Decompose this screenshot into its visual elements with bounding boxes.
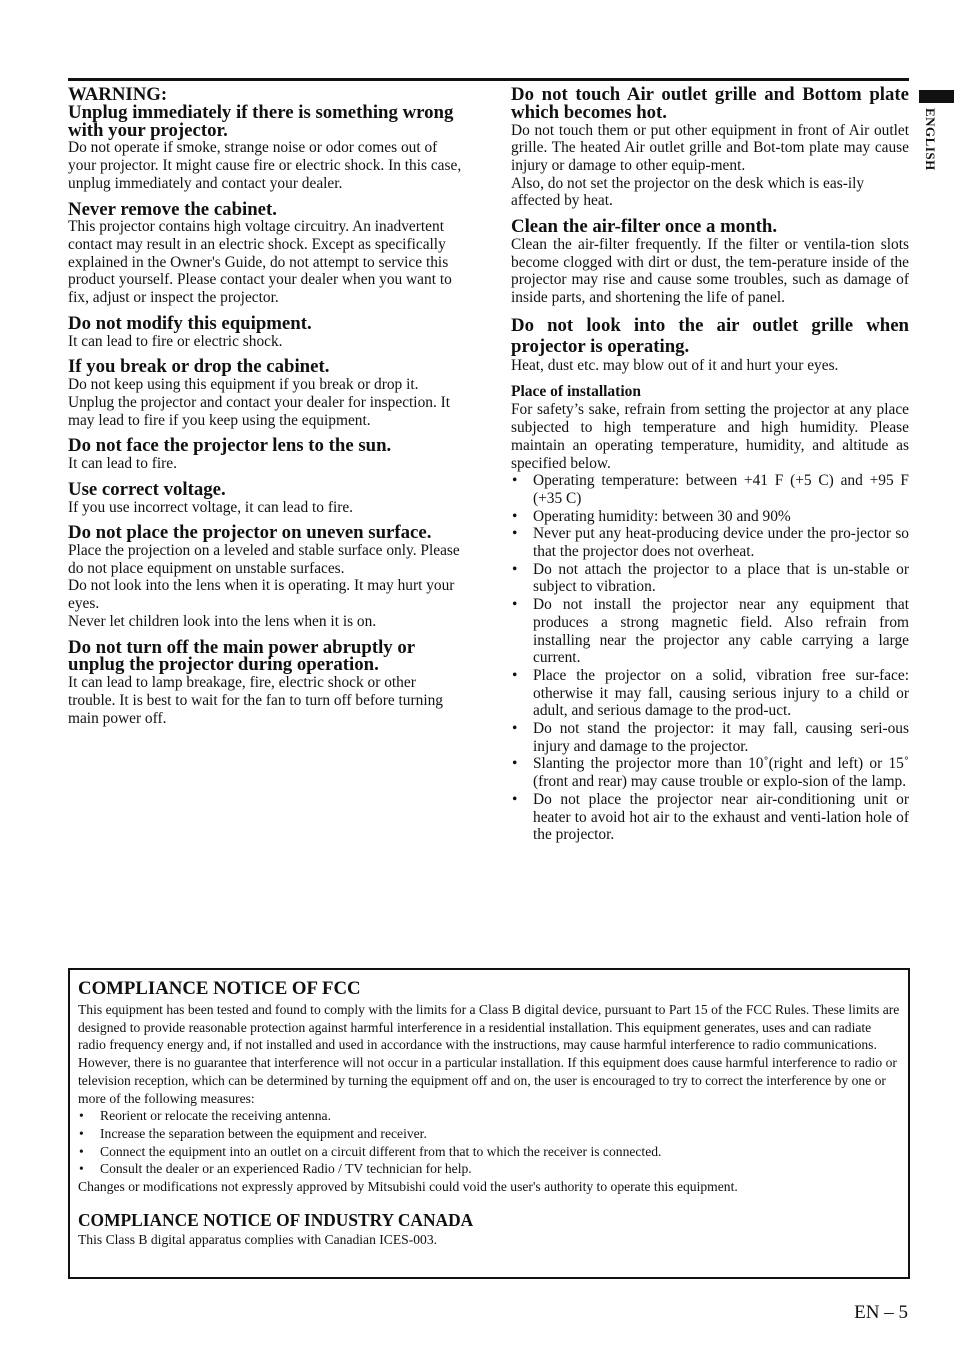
canada-text: This Class B digital apparatus complies with Canadian ICES-003. (78, 1231, 438, 1247)
section-break-drop (68, 358, 466, 429)
section-title: Do not place the projector on uneven surface. (68, 522, 432, 544)
fcc-box-content (78, 978, 900, 1248)
installation-list (511, 472, 909, 844)
section-text: Do not keep using this equipment if you break or drop it. Unplug the projector and contact your dealer for inspection. It may lead to fire if you keep using the equipment. (68, 376, 451, 429)
warning-block (68, 86, 466, 193)
section-title: Do not touch Air outlet grille and Bottom plate which becomes hot. (511, 84, 909, 123)
installation-intro: For safety’s sake, refrain from setting the projector at any place subjected to high temperature and high humidity. Please maintain an operating temperature, humidity, and altitude as specified below. (511, 401, 909, 472)
section-text: Do not touch them or put other equipment in front of Air outlet grille. The heated Air outlet grille and Bot-tom plate may cause injury or damage to other equip-ment. (511, 121, 909, 174)
section-title: Do not look into the air outlet grille when projector is operating. (511, 314, 909, 357)
section-modify (68, 312, 466, 351)
section-title: Clean the air-filter once a month. (511, 216, 778, 238)
language-tab-marker (919, 90, 954, 103)
section-text: It can lead to fire. (68, 455, 177, 473)
fcc-measures-list (78, 1107, 900, 1178)
top-rule (68, 78, 909, 81)
list-item: • Do not attach the projector to a place that is un-stable or subject to vibration. (511, 561, 909, 596)
section-text: It can lead to fire or electric shock. (68, 332, 283, 350)
section-text: It can lead to lamp breakage, fire, electric shock or other trouble. It is best to wait for the fan to turn off before turning main power off. (68, 674, 443, 727)
list-item: • Do not stand the projector: it may fall, causing seri-ous injury and damage to the projector. (511, 720, 909, 755)
fcc-closing: Changes or modifications not expressly approved by Mitsubishi could void the user's authority to operate this equipment. (78, 1179, 738, 1195)
list-item: • Operating temperature: between +41 F (+5 C) and +95 F (+35 C) (511, 472, 909, 507)
section-look-outlet (511, 315, 909, 375)
section-text: affected by heat. (511, 192, 613, 210)
section-title: Use correct voltage. (68, 478, 226, 500)
section-text: This projector contains high voltage circuitry. An inadvertent contact may result in an electric shock. Except as specifically explained in the Owner's Guide, do not attempt to service this product yourself. Please contact your dealer when you want to fix, adjust or inspect the projector. (68, 218, 452, 307)
list-item: • Operating humidity: between 30 and 90% (511, 508, 909, 526)
section-text: Place the projection on a leveled and stable surface only. Please do not place equipment on unstable surfaces. (68, 542, 460, 577)
section-power (68, 636, 466, 728)
left-column (68, 86, 466, 735)
section-sun (68, 437, 466, 473)
section-text: Heat, dust etc. may blow out of it and hurt your eyes. (511, 356, 839, 374)
section-text: If you use incorrect voltage, it can lead to fire. (68, 498, 354, 516)
section-voltage (68, 478, 466, 517)
page-number: EN – 5 (854, 1302, 908, 1323)
section-air-outlet-hot (511, 86, 909, 210)
fcc-compliance-box (68, 968, 910, 1279)
right-column (511, 86, 909, 844)
fcc-title: COMPLIANCE NOTICE OF FCC (78, 978, 361, 999)
list-item: • Reorient or relocate the receiving antenna. (78, 1107, 900, 1125)
section-uneven (68, 524, 466, 630)
section-text: Never let children look into the lens when it is on. (68, 612, 377, 630)
section-text: Do not look into the lens when it is operating. It may hurt your eyes. (68, 577, 455, 613)
section-air-filter (511, 218, 909, 307)
section-title: Never remove the cabinet. (68, 198, 277, 220)
section-cabinet (68, 198, 466, 307)
list-item: • Slanting the projector more than 10˚(right and left) or 15˚ (front and rear) may cause trouble or explo-sion of the lamp. (511, 755, 909, 790)
warning-label: WARNING: (68, 84, 168, 105)
section-title: Do not turn off the main power abruptly or unplug the projector during operation. (68, 636, 415, 676)
fcc-text: This equipment has been tested and found to comply with the limits for a Class B digital device, pursuant to Part 15 of the FCC Rules. These limits are designed to provide reasonable protection against harmful interference in a residential installation. This equipment generates, uses and can radiate radio frequency energy and, if not installed and used in accordance with the instructions, may cause harmful interference to radio communications. However, there is no guarantee that interference will not occur in a particular installation. If this equipment does cause harmful interference to radio or television reception, which can be determined by turning the equipment off and on, the user is encouraged to try to correct the interference by one or more of the following measures: (78, 1002, 900, 1106)
list-item: • Connect the equipment into an outlet on a circuit different from that to which the receiver is connected. (78, 1143, 900, 1161)
section-title: If you break or drop the cabinet. (68, 356, 330, 378)
list-item: • Do not install the projector near any equipment that produces a strong magnetic field. Also refrain from installing near the projector any cable carrying a large current. (511, 596, 909, 667)
list-item: • Increase the separation between the equipment and receiver. (78, 1125, 900, 1143)
installation-block (511, 382, 909, 844)
list-item: • Never put any heat-producing device under the pro-jector so that the projector does not overheat. (511, 525, 909, 560)
canada-title: COMPLIANCE NOTICE OF INDUSTRY CANADA (78, 1209, 474, 1230)
section-title: Do not modify this equipment. (68, 312, 312, 334)
list-item: • Place the projector on a solid, vibration free sur-face: otherwise it may fall, causing serious injury to a child or adult, and serious damage to the prod-uct. (511, 667, 909, 720)
warning-title: Unplug immediately if there is something wrong with your projector. (68, 101, 454, 141)
warning-text: Do not operate if smoke, strange noise or odor comes out of your projector. It might cause fire or electric shock. In this case, unplug immediately and contact your dealer. (68, 139, 462, 192)
list-item: • Do not place the projector near air-conditioning unit or heater to avoid hot air to the exhaust and venti-lation hole of the projector. (511, 791, 909, 844)
section-text: Also, do not set the projector on the desk which is eas-ily (511, 174, 865, 192)
section-text: Clean the air-filter frequently. If the filter or ventila-tion slots become clogged with dirt or dust, the tem-perature inside of the projector may rise and cause some troubles, such as damage of inside parts, and shortening the life of panel. (511, 235, 909, 307)
installation-title: Place of installation (511, 383, 642, 401)
list-item: • Consult the dealer or an experienced Radio / TV technician for help. (78, 1160, 900, 1178)
section-title: Do not face the projector lens to the sun. (68, 435, 392, 457)
language-tab-label: ENGLISH (923, 108, 938, 171)
